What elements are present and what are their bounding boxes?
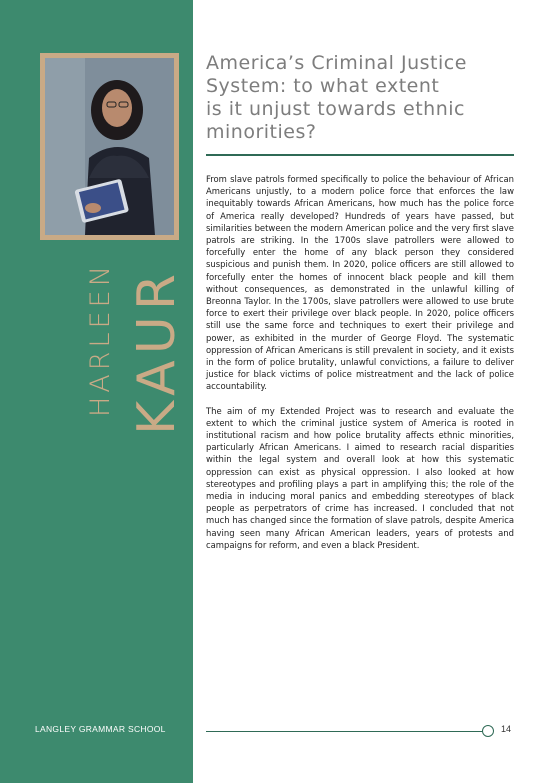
article-body	[206, 173, 514, 563]
footer-circle-icon	[482, 725, 494, 737]
title-line: System: to what extent	[206, 75, 440, 97]
body-paragraph: The aim of my Extended Project was to research and evaluate the extent to which the criminal justice system of America is rooted in institutional racism and how police brutality affects ethnic minorities, particularly African Americans. I aimed to research racial disparities within the legal system and overall look at how this systematic oppression can exist as physical oppression. I also looked at how stereotypes and profiling plays a part in amplifying this; the role of the media in inducing moral panics and embedding stereotypes of black people as perpetrators of crime has increased. I concluded that not much has changed since the formation of slave patrols, despite America having seen many African American leaders, years of protests and campaigns for reform, and even a black President.	[206, 405, 514, 550]
title-divider	[206, 154, 514, 156]
author-photo-frame	[40, 53, 179, 240]
title-line: is it unjust towards ethnic	[206, 98, 465, 120]
footer-divider	[206, 731, 484, 732]
author-name	[75, 262, 195, 435]
title-line: America’s Criminal Justice	[206, 52, 467, 74]
body-paragraph: From slave patrols formed specifically to police the behaviour of African Americans unjustly, to a modern police force that enforces the law inequitably towards African Americans, how much has the police force of America really developed? Hundreds of years have passed, but similarities between the modern American police and the very first slave patrols are striking. In the 1700s slave patrollers were allowed to forcefully enter the home of any black person they considered suspicious and punish them. In 2020, police officers are still allowed to forcefully enter the homes of innocent black people and kill them without consequences, as demonstrated in the unlawful killing of Breonna Taylor. In the 1700s, slave patrollers were allowed to use brute force to exert their privilege over black people. In 2020, police officers still use the same force and techniques to exert their privilege and power, as exhibited in the murder of George Floyd. The systematic oppression of African Americans is still prevalent in society, and it exists in the form of police brutality, unlawful convictions, a failure to deliver justice for black victims of police mistreatment and the lack of police accountability.	[206, 174, 514, 392]
article-title	[206, 52, 526, 144]
school-name: LANGLEY GRAMMAR SCHOOL	[35, 724, 166, 734]
author-first-name: HARLEEN	[85, 262, 116, 417]
title-line: minorities?	[206, 121, 317, 143]
page-number: 14	[501, 724, 512, 734]
author-last-name: KAUR	[127, 268, 187, 435]
author-photo	[45, 58, 174, 235]
student-with-tablet-image	[45, 58, 174, 235]
